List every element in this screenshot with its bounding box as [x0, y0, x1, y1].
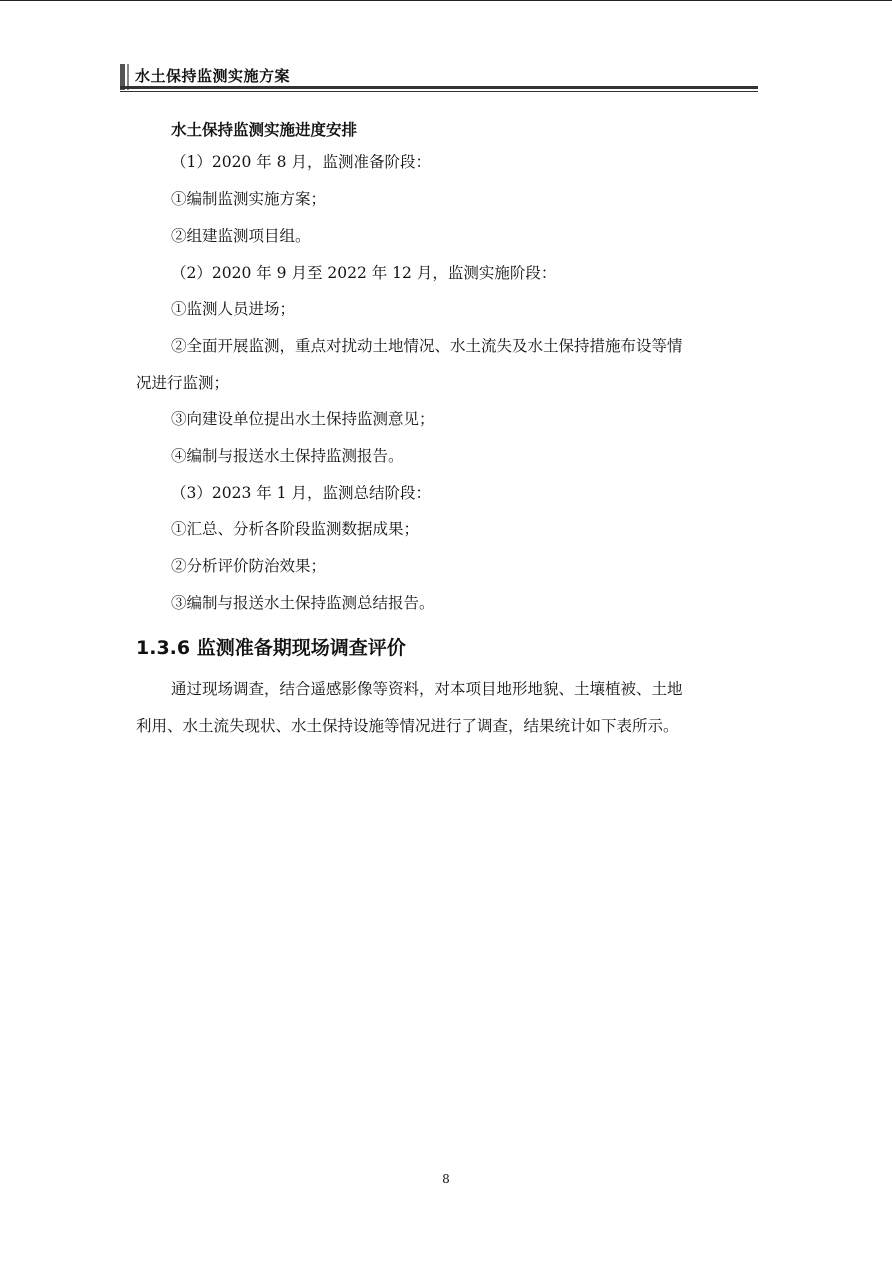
phase3-item: ③编制与报送水土保持监测总结报告。 — [171, 594, 435, 612]
section-heading-1-3-6: 1.3.6 监测准备期现场调查评价 — [136, 637, 406, 659]
phase2-item-continued: 况进行监测； — [136, 374, 230, 392]
page-number: 8 — [442, 1172, 450, 1186]
phase1-label: （1）2020 年 8 月，监测准备阶段： — [171, 153, 431, 171]
phase2-item: ④编制与报送水土保持监测报告。 — [171, 447, 404, 465]
phase3-item: ②分析评价防治效果； — [171, 557, 327, 575]
phase2-item: ③向建设单位提出水土保持监测意见； — [171, 410, 435, 428]
phase2-label: （2）2020 年 9 月至 2022 年 12 月，监测实施阶段： — [171, 264, 557, 282]
phase3-item: ①汇总、分析各阶段监测数据成果； — [171, 520, 420, 538]
page-top-border — [0, 0, 892, 1]
phase2-item: ①监测人员进场； — [171, 300, 296, 318]
paragraph-line: 利用、水土流失现状、水土保持设施等情况进行了调查，结果统计如下表所示。 — [136, 717, 679, 735]
paragraph-line: 通过现场调查，结合遥感影像等资料，对本项目地形地貌、土壤植被、土地 — [171, 680, 683, 698]
phase3-label: （3）2023 年 1 月，监测总结阶段： — [171, 484, 431, 502]
schedule-title: 水土保持监测实施进度安排 — [171, 121, 358, 139]
phase1-item: ①编制监测实施方案； — [171, 190, 327, 208]
phase1-item: ②组建监测项目组。 — [171, 227, 311, 245]
header-rule-thick — [120, 86, 758, 89]
header-title: 水土保持监测实施方案 — [135, 67, 291, 85]
header-rule-thin — [120, 91, 758, 92]
running-header — [120, 62, 758, 92]
phase2-item: ②全面开展监测，重点对扰动土地情况、水土流失及水土保持措施布设等情 — [171, 337, 683, 355]
